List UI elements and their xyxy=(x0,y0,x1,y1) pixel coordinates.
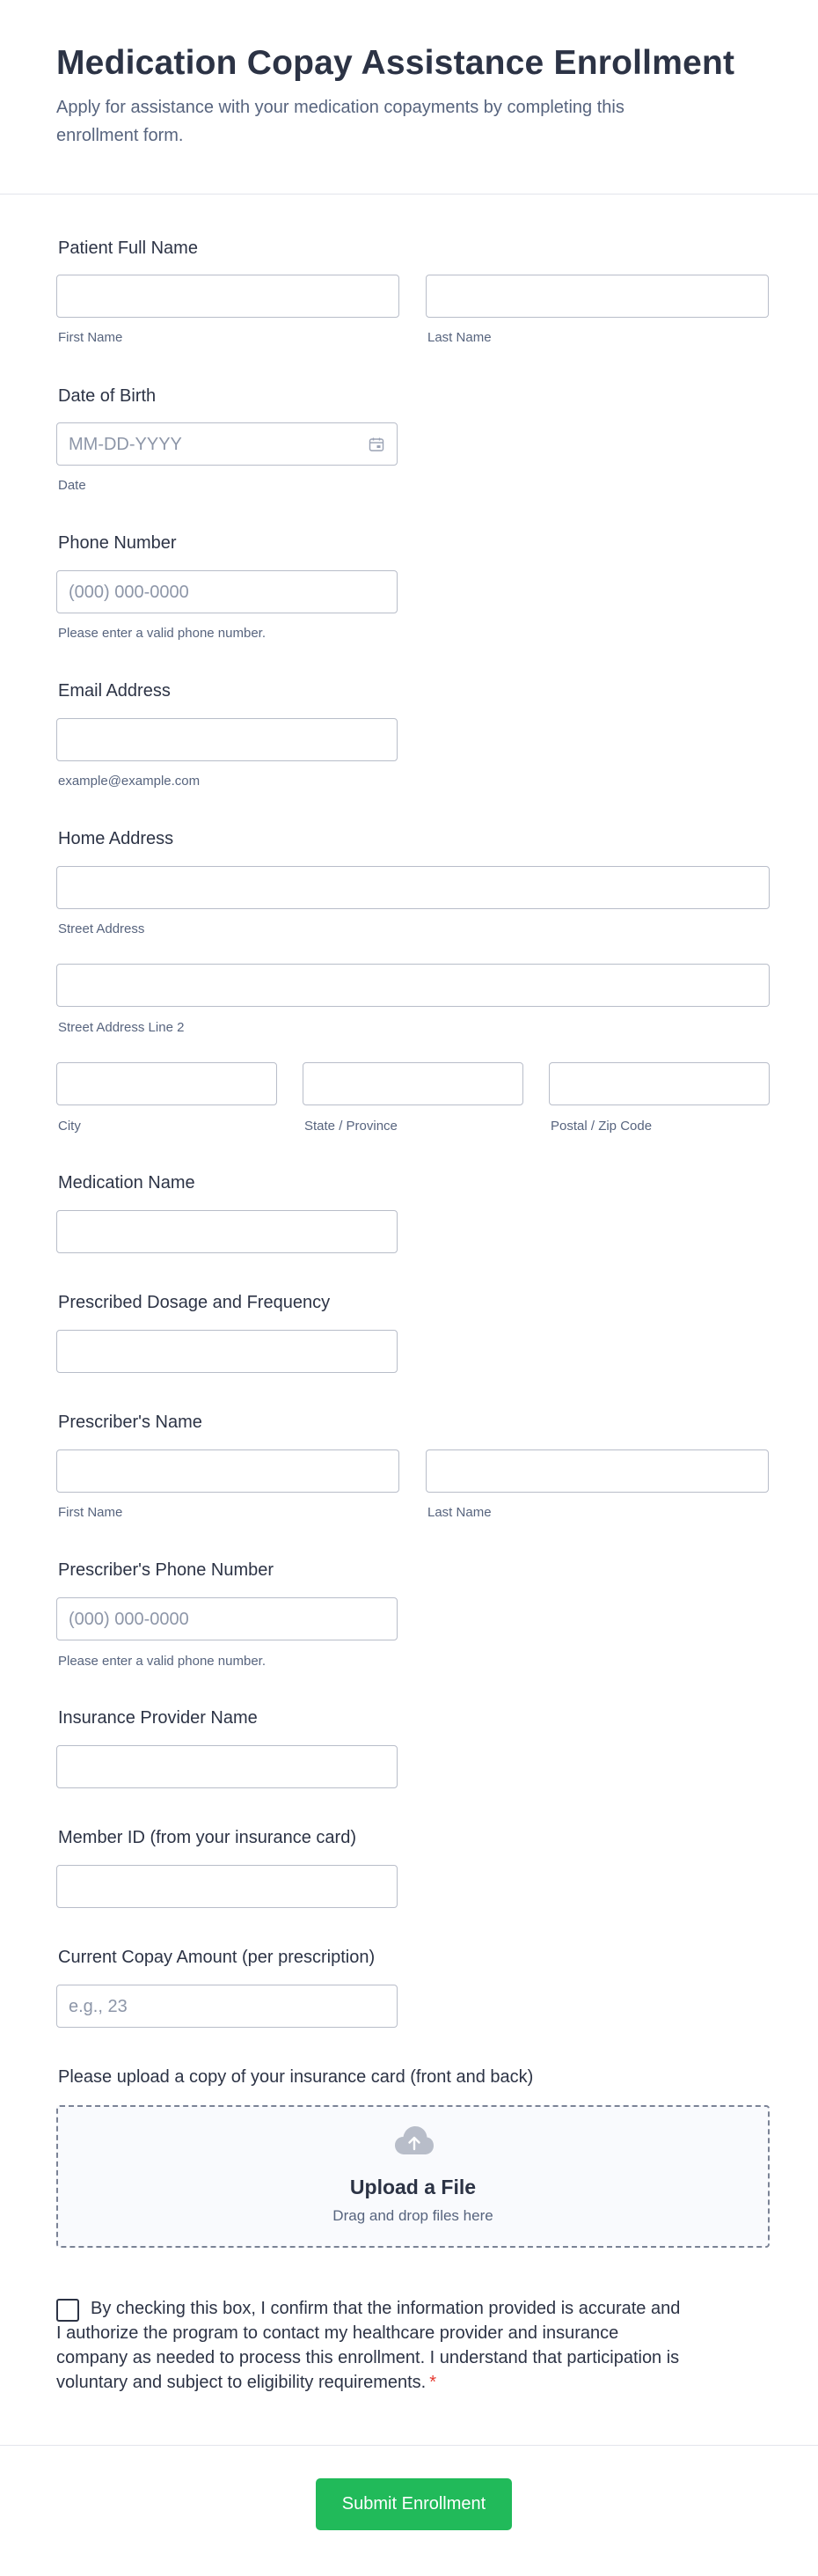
phone-label: Phone Number xyxy=(58,533,177,553)
prescriber-last-name-input[interactable] xyxy=(426,1449,769,1493)
patient-first-name-sublabel: First Name xyxy=(58,330,123,345)
upload-title: Upload a File xyxy=(349,2176,477,2198)
dob-input[interactable] xyxy=(56,422,398,466)
city-input[interactable] xyxy=(56,1062,277,1105)
dosage-label: Prescribed Dosage and Frequency xyxy=(58,1293,331,1312)
required-mark: * xyxy=(429,2373,437,2392)
street-address-input[interactable] xyxy=(56,866,770,909)
dob-placeholder: MM-DD-YYYY xyxy=(69,435,182,454)
file-upload-dropzone[interactable] xyxy=(56,2105,770,2248)
calendar-icon[interactable] xyxy=(369,437,384,452)
page-subtitle: Apply for assistance with your medication copayments by completing this enrollment form. xyxy=(56,98,624,145)
state-sublabel: State / Province xyxy=(304,1119,398,1134)
patient-last-name-input[interactable] xyxy=(426,275,769,318)
phone-placeholder: (000) 000-0000 xyxy=(69,583,189,602)
prescriber-phone-label: Prescriber's Phone Number xyxy=(58,1560,274,1580)
state-input[interactable] xyxy=(303,1062,523,1105)
prescriber-phone-sublabel: Please enter a valid phone number. xyxy=(58,1654,266,1669)
dob-label: Date of Birth xyxy=(58,386,157,406)
page-title: Medication Copay Assistance Enrollment xyxy=(56,44,735,82)
member-id-input[interactable] xyxy=(56,1865,398,1908)
phone-sublabel: Please enter a valid phone number. xyxy=(58,626,266,641)
submit-enrollment-button[interactable]: Submit Enrollment xyxy=(316,2478,512,2530)
phone-input[interactable] xyxy=(56,570,398,613)
prescriber-last-name-sublabel: Last Name xyxy=(427,1505,492,1520)
dosage-input[interactable] xyxy=(56,1330,398,1373)
prescriber-name-label: Prescriber's Name xyxy=(58,1413,202,1432)
email-sublabel: example@example.com xyxy=(58,774,201,789)
consent-text: By checking this box, I confirm that the information provided is accurate and I authorize the program to contact my healthcare provider and insurance company as needed to process this enrollment. I understand that participation is voluntary and subject to eligibility requirements. xyxy=(56,2299,681,2392)
email-label: Email Address xyxy=(58,681,171,701)
zip-input[interactable] xyxy=(549,1062,770,1105)
medication-label: Medication Name xyxy=(58,1173,195,1193)
address-label: Home Address xyxy=(58,829,174,848)
prescriber-phone-placeholder: (000) 000-0000 xyxy=(69,1610,189,1629)
prescriber-first-name-input[interactable] xyxy=(56,1449,399,1493)
zip-sublabel: Postal / Zip Code xyxy=(551,1119,653,1134)
member-id-label: Member ID (from your insurance card) xyxy=(58,1828,356,1847)
street-address-line2-sublabel: Street Address Line 2 xyxy=(58,1020,185,1035)
consent-text-block xyxy=(56,2296,690,2395)
email-input[interactable] xyxy=(56,718,398,761)
street-address-sublabel: Street Address xyxy=(58,921,145,936)
upload-subtitle: Drag and drop files here xyxy=(332,2207,493,2224)
patient-last-name-sublabel: Last Name xyxy=(427,330,492,345)
upload-label: Please upload a copy of your insurance card (front and back) xyxy=(58,2067,534,2087)
copay-input[interactable] xyxy=(56,1985,398,2028)
street-address-line2-input[interactable] xyxy=(56,964,770,1007)
prescriber-phone-input[interactable] xyxy=(56,1597,398,1640)
insurance-input[interactable] xyxy=(56,1745,398,1788)
form-header xyxy=(0,0,818,194)
patient-first-name-input[interactable] xyxy=(56,275,399,318)
insurance-label: Insurance Provider Name xyxy=(58,1708,258,1728)
prescriber-first-name-sublabel: First Name xyxy=(58,1505,123,1520)
dob-sublabel: Date xyxy=(58,478,86,493)
city-sublabel: City xyxy=(58,1119,81,1134)
patient-name-label: Patient Full Name xyxy=(58,239,198,258)
copay-placeholder: e.g., 23 xyxy=(69,1997,128,2016)
cloud-upload-icon xyxy=(394,2125,435,2156)
copay-label: Current Copay Amount (per prescription) xyxy=(58,1948,376,1967)
medication-input[interactable] xyxy=(56,1210,398,1253)
